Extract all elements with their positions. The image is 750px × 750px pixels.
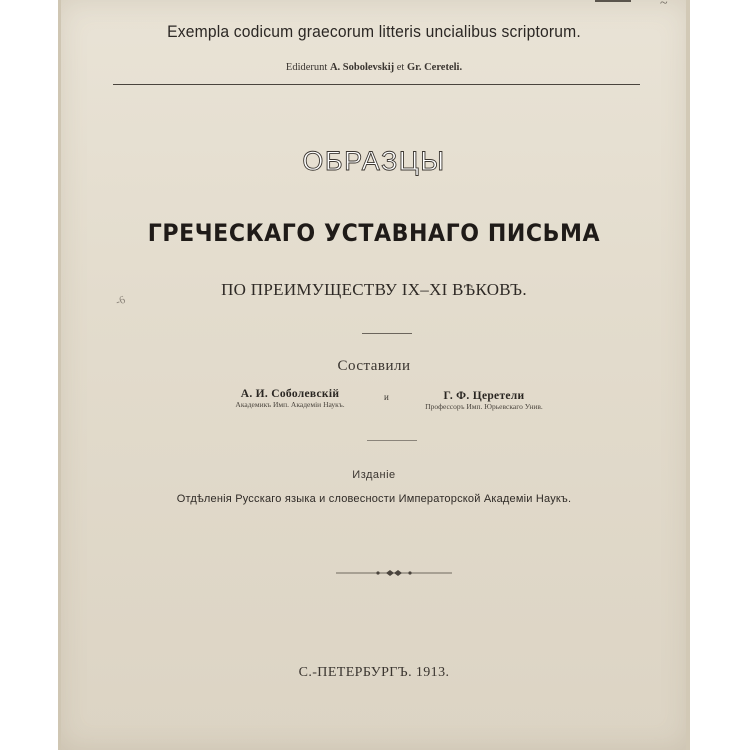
authors-conjunction: и	[384, 392, 389, 402]
author-right-name: Г. Ф. Церетели	[443, 390, 525, 402]
title-line-1: ОБРАЗЦЫ	[302, 146, 446, 176]
author-left-title: Академикъ Имп. Академіи Наукъ.	[235, 400, 345, 409]
decorative-rule-icon	[334, 567, 454, 579]
title-line-3: ПО ПРЕИМУЩЕСТВУ IX–XI ВѢКОВЪ.	[221, 280, 527, 299]
authors-divider	[367, 440, 417, 441]
corner-scribble: ~	[660, 0, 668, 11]
editor-2: Gr. Cereteli.	[406, 62, 463, 73]
title-divider	[362, 333, 412, 334]
edition-label: Изданіе	[352, 469, 396, 481]
top-margin-mark	[595, 0, 631, 2]
header-rule	[113, 84, 640, 85]
pencil-note: -6	[114, 293, 127, 309]
author-left	[205, 388, 375, 409]
latin-title: Exempla codicum graecorum litteris uncialibus scriptorum.	[167, 22, 581, 41]
title-page	[58, 0, 690, 750]
page-edge-right	[686, 0, 690, 750]
ediderunt-prefix: Ediderunt	[285, 62, 328, 73]
editor-1: A. Sobolevskij	[329, 62, 395, 73]
editor-conjunction: et	[396, 62, 405, 73]
page-edge-left	[58, 0, 61, 750]
author-right	[398, 390, 570, 411]
imprint: С.-ПЕТЕРБУРГЪ. 1913.	[298, 665, 450, 680]
publisher-line: Отдѣленія Русскаго языка и словесности Императорской Академіи Наукъ.	[176, 493, 572, 505]
latin-editors	[58, 62, 690, 73]
authors-heading: Составили	[337, 358, 411, 374]
author-left-name: А. И. Соболевскій	[240, 388, 340, 400]
author-right-title: Профессоръ Имп. Юрьевскаго Унив.	[425, 402, 543, 411]
title-line-2: ГРЕЧЕСКАГО УСТАВНАГО ПИСЬМА	[147, 219, 601, 247]
